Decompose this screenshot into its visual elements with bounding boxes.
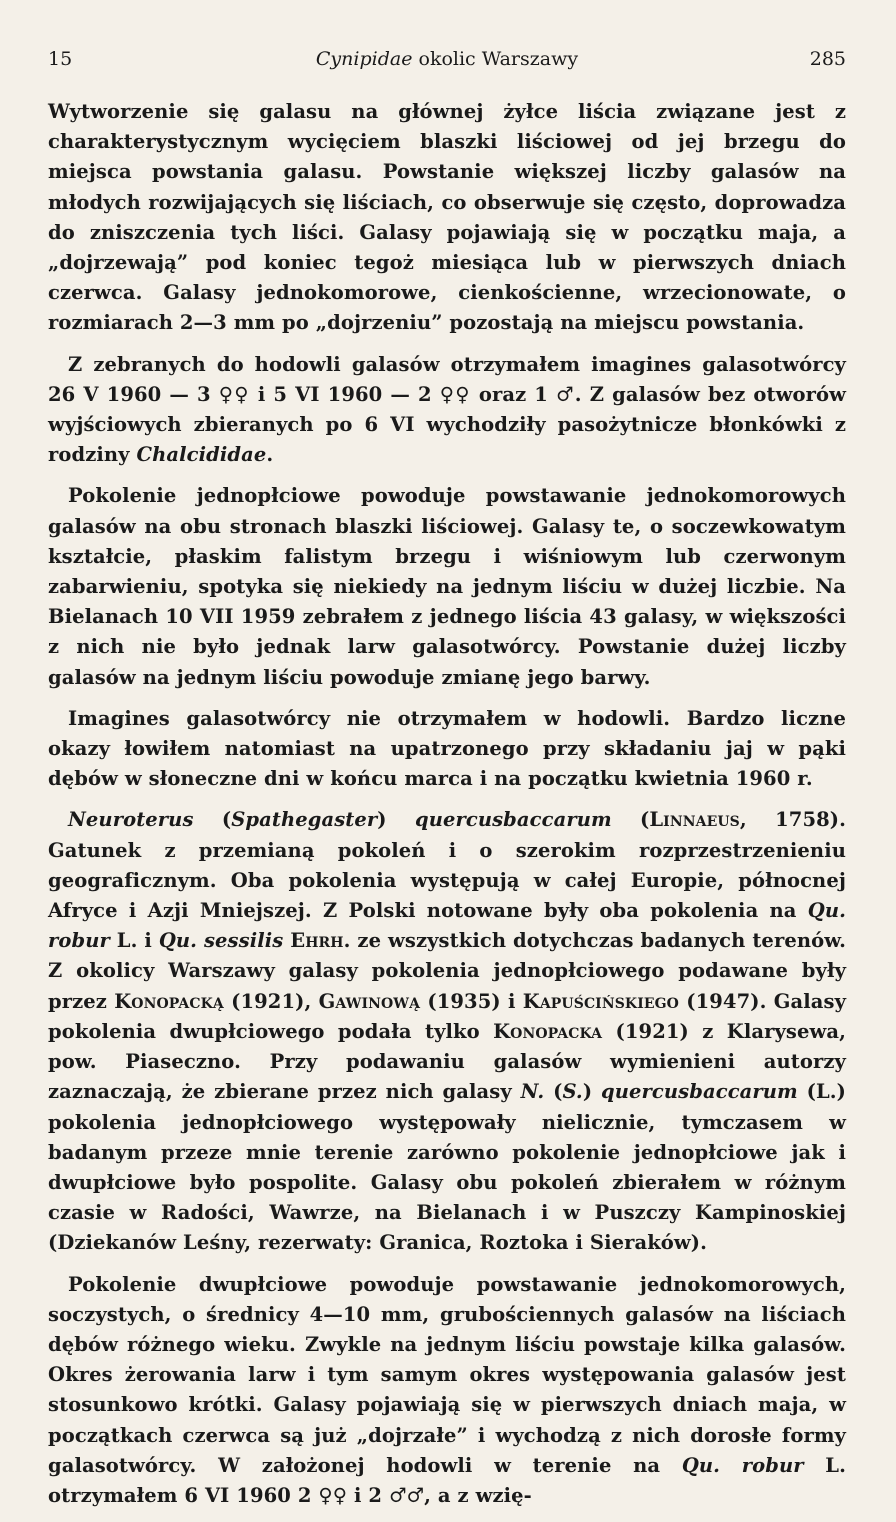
- italic-run: Qu. sessilis: [158, 929, 284, 953]
- text-run: (L.) pokolenia jednopłciowego występowały nielicznie, tymczasem w badanym przeze mnie terenie zarówno pokolenie jednopłciowe jak i dwupłciowe było pospolite. Galasy obu pokoleń zbierałem w różnym czasie w Radości, Wawrze, na Bielanach i w Puszczy Kampinoskiej (Dziekanów Leśny, rezerwaty: Granica, Roztoka i Sieraków).: [48, 1080, 847, 1255]
- italic-run: Qu. robur: [48, 899, 846, 953]
- italic-run: S.: [562, 1080, 583, 1104]
- page-number-left: 15: [48, 48, 73, 70]
- text-run: (: [544, 1080, 563, 1104]
- text-run: (: [193, 808, 232, 832]
- text-run: ): [582, 1080, 602, 1104]
- text-run: L. i: [109, 929, 159, 953]
- text-run: ): [377, 808, 415, 832]
- text-run: , 1758). Gatunek z przemianą pokoleń i o szerokim rozprzestrzenieniu geograficznym. Oba pokolenia występują w całej Europie, północnej Afryce i Azji Mniejszej. Z Polski notowane były oba pokolenia na: [48, 808, 846, 923]
- paragraph: [48, 805, 846, 1258]
- author-name: Linnaeus: [649, 808, 740, 832]
- text-run: (1921),: [223, 989, 319, 1013]
- text-run: (: [611, 808, 650, 832]
- italic-run: Qu. robur: [681, 1453, 804, 1477]
- text-run: Pokolenie dwupłciowe powoduje powstawanie jednokomorowych, soczystych, o średnicy 4—10 mm, grubościennych galasów na liściach dębów różnego wieku. Zwykle na jednym liściu powstaje kilka galasów. Okres żerowania larw i tym samym okres występowania galasów jest stosunkowo krótki. Galasy pojawiają się w pierwszych dniach maja, w początkach czerwca są już „dojrzałe” i wychodzą z nich dorosłe formy galasotwórcy. W założonej hodowli w terenie na: [48, 1272, 846, 1477]
- paragraph: [48, 1270, 846, 1512]
- text-run: Z zebranych do hodowli galasów otrzymałem imagines galasotwórcy 26 V 1960 — 3 ♀♀ i 5 VI 1960 — 2 ♀♀ oraz 1 ♂. Z galasów bez otworów wyjściowych zbieranych po 6 VI wychodziły pasożytnicze błonkówki z rodziny: [48, 352, 846, 467]
- running-title: [316, 48, 578, 70]
- running-title-family: Cynipidae: [315, 48, 413, 70]
- paragraph: [48, 97, 846, 339]
- text-run: (1921) z Klarysewa, pow. Piaseczno. Przy podawaniu galasów wymienieni autorzy zaznaczają, że zbierane przez nich galasy: [48, 1019, 846, 1104]
- text-run: Imagines galasotwórcy nie otrzymałem w hodowli. Bardzo liczne okazy łowiłem natomiast na upatrzonego przy składaniu jaj w pąki dębów w słoneczne dni w końcu marca i na początku kwietnia 1960 r.: [48, 706, 846, 791]
- author-name: Ehrh: [290, 929, 344, 953]
- italic-run: quercusbaccarum: [601, 1080, 798, 1104]
- text-run: (1947). Galasy pokolenia dwupłciowego podała tylko: [48, 989, 847, 1043]
- running-header: [48, 48, 846, 78]
- page-number-right: 285: [809, 48, 846, 70]
- text-run: L. otrzymałem 6 VI 1960 2 ♀♀ i 2 ♂♂, a z wzię-: [48, 1453, 846, 1507]
- text-run: Pokolenie jednopłciowe powoduje powstawanie jednokomorowych galasów na obu stronach blaszki liściowej. Galasy te, o soczewkowatym kształcie, płaskim falistym brzegu i wiśniowym lub czerwonym zabarwieniu, spotyka się niekiedy na jednym liściu w dużej liczbie. Na Bielanach 10 VII 1959 zebrałem z jednego liścia 43 galasy, w większości z nich nie było jednak larw galasotwórcy. Powstanie dużej liczby galasów na jednym liściu powoduje zmianę jego barwy.: [48, 484, 846, 689]
- paragraph: [48, 350, 846, 471]
- italic-run: Spathegaster: [231, 808, 378, 832]
- paragraph: [48, 481, 846, 692]
- author-name: Gawinową: [318, 989, 421, 1013]
- article-body: [48, 97, 846, 1522]
- italic-run: Neuroterus: [68, 808, 194, 832]
- author-name: Konopacka: [493, 1019, 603, 1043]
- paragraph: [48, 704, 846, 795]
- italic-run: N.: [520, 1080, 545, 1104]
- text-run: (1935) i: [420, 989, 523, 1013]
- text-run: Wytworzenie się galasu na głównej żyłce liścia związane jest z charakterystycznym wycięciem blaszki liściowej od jej brzegu do miejsca powstania galasu. Powstanie większej liczby galasów na młodych rozwijających się liściach, co obserwuje się często, doprowadza do zniszczenia tych liści. Galasy pojawiają się w początku maja, a „dojrzewają” pod koniec tegoż miesiąca lub w pierwszych dniach czerwca. Galasy jednokomorowe, cienkościenne, wrzecionowate, o rozmiarach 2—3 mm po „dojrzeniu” pozostają na miejscu powstania.: [48, 100, 846, 335]
- text-run: . ze wszystkich dotychczas badanych terenów. Z okolicy Warszawy galasy pokolenia jednopłciowego podawane były przez: [48, 929, 847, 1013]
- author-name: Kapuścińskiego: [522, 989, 679, 1013]
- running-title-rest: okolic Warszawy: [412, 48, 579, 70]
- author-name: Konopacką: [114, 989, 224, 1013]
- italic-run: quercusbaccarum: [414, 808, 612, 832]
- text-run: .: [266, 443, 274, 467]
- italic-run: Chalcididae: [136, 443, 267, 467]
